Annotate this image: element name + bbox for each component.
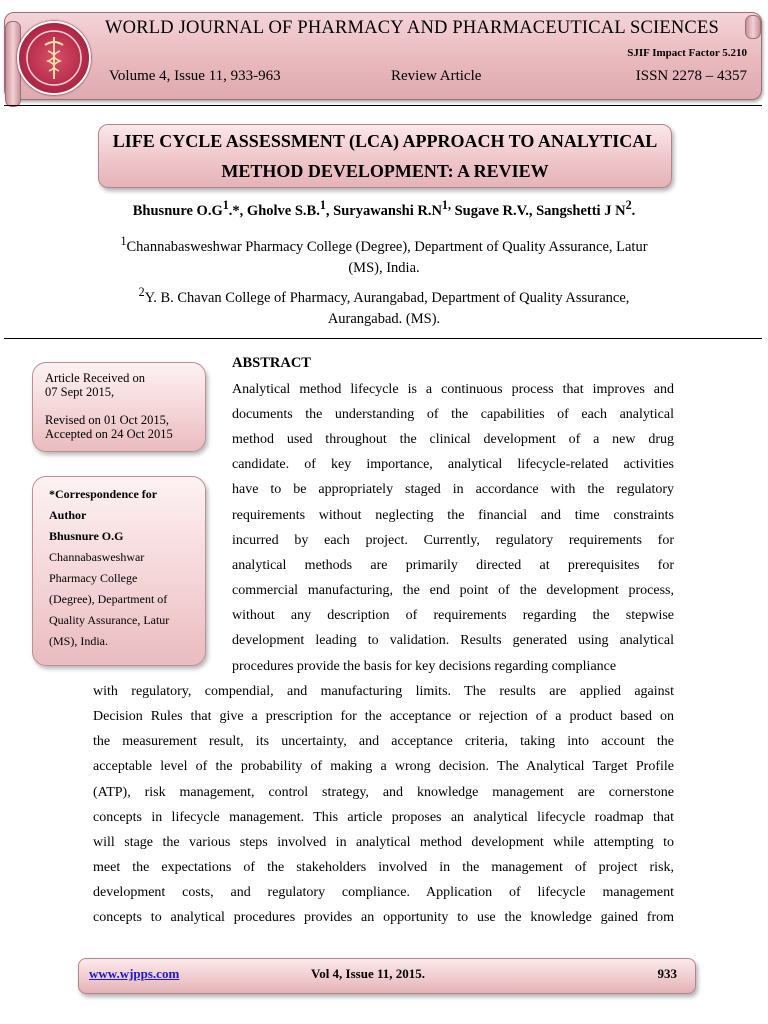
- abstract-line: analytical methods are primarily directed at prerequisites for: [232, 558, 674, 573]
- abstract-line: candidate. of key importance, analytical lifecycle-related activities: [232, 457, 674, 472]
- received-label: Article Received on: [45, 371, 145, 385]
- abstract-line: incurred by each project. Currently, regulatory requirements for: [232, 533, 674, 548]
- abstract-line: Analytical method lifecycle is a continuous process that improves and: [232, 382, 674, 397]
- author-name: Bhusnure O.G: [132, 202, 223, 219]
- abstract-line: procedures provide the basis for key decisions regarding compliance: [232, 659, 617, 674]
- abstract-line: development leading to validation. Results generated using analytical: [232, 633, 674, 648]
- correspondence-line: Pharmacy College: [49, 571, 138, 585]
- article-title-line: LIFE CYCLE ASSESSMENT (LCA) APPROACH TO ANALYTICAL: [112, 131, 658, 151]
- journal-website-link[interactable]: www.wjpps.com: [89, 966, 180, 981]
- accepted-date: Accepted on 24 Oct 2015: [45, 427, 173, 441]
- abstract-line: without any description of requirements regarding the stepwise: [232, 608, 674, 623]
- affiliation: Aurangabad. (MS).: [327, 311, 441, 327]
- journal-logo: [17, 21, 91, 95]
- author-list: Bhusnure $O.G^1.*$, Gholve S.B.$^1$, Suryawanshi $R.N^{1,}$ Sugave R.V., Sangshetti J $N^2$.: [132, 198, 636, 219]
- abstract-line: with regulatory, compendial, and manufacturing limits. The results are applied against: [93, 684, 674, 699]
- abstract-line: acceptable level of the probability of making a wrong decision. The Analytical Target Profile: [93, 759, 674, 774]
- abstract-heading: ABSTRACT: [232, 355, 311, 371]
- journal-title: WORLD JOURNAL OF PHARMACY AND PHARMACEUTICAL SCIENCES: [105, 18, 719, 38]
- abstract-line: (ATP), risk management, control strategy, and knowledge management are cornerstone: [93, 785, 674, 800]
- abstract-line: development costs, and regulatory compliance. Application of lifecycle management: [93, 885, 674, 900]
- correspondence-heading: *Correspondence for: [49, 487, 158, 501]
- article-type: Review Article: [391, 68, 482, 84]
- abstract-line: concepts to analytical procedures provides an opportunity to use the knowledge gained from: [93, 910, 674, 925]
- correspondence-line: (Degree), Department of: [49, 592, 168, 606]
- abstract-line: requirements without neglecting the financial and time constraints: [232, 508, 674, 523]
- article-title-line: METHOD DEVELOPMENT: A REVIEW: [221, 161, 549, 181]
- correspondence-line: Channabasweshwar: [49, 550, 145, 564]
- impact-factor: SJIF Impact Factor 5.210: [627, 47, 747, 59]
- header-divider: [4, 105, 762, 106]
- correspondence-box: [32, 476, 206, 666]
- caduceus-icon: [19, 23, 89, 93]
- abstract-line: have to be appropriately staged in accordance with the regulatory: [232, 482, 674, 497]
- abstract-line: method used throughout the clinical development of a new drug: [232, 432, 674, 447]
- abstract-line: documents the understanding of the capabilities of each analytical: [232, 407, 674, 422]
- correspondence-heading: Author: [49, 508, 87, 522]
- abstract-line: the measurement result, its uncertainty, and acceptance criteria, taking into account the: [93, 734, 674, 749]
- affiliation: (MS), India.: [348, 260, 420, 276]
- abstract-line: Decision Rules that give a prescription for the acceptance or rejection of a product based on: [93, 709, 674, 724]
- affiliation: $^2$Y. B. Chavan College of Pharmacy, Aurangabad, Department of Quality Assurance,: [138, 285, 630, 306]
- correspondence-line: (MS), India.: [49, 634, 108, 648]
- abstract-line: meet the expectations of the stakeholders involved in the management of project risk,: [93, 860, 674, 875]
- page-footer: [78, 958, 696, 994]
- received-date: 07 Sept 2015,: [45, 385, 115, 399]
- abstract-line: concepts in lifecycle management. This article proposes an analytical lifecycle roadmap that: [93, 810, 674, 825]
- author-name: Gholve S.B.: [246, 202, 320, 219]
- abstract-line: commercial manufacturing, the end point of the development process,: [232, 583, 674, 598]
- page-number: 933: [657, 966, 677, 981]
- author-name: Sugave R.V., Sangshetti J N: [454, 202, 626, 219]
- article-title-box: [98, 124, 672, 188]
- abstract-line: will stage the various steps involved in analytical method development while attempting to: [93, 835, 674, 850]
- author-name: Suryawanshi R.N: [333, 202, 442, 219]
- article-dates-box: [32, 362, 206, 452]
- issn: ISSN 2278 – 4357: [635, 68, 747, 84]
- revised-date: Revised on 01 Oct 2015,: [45, 413, 169, 427]
- journal-header-banner: [4, 12, 762, 100]
- correspondence-line: Quality Assurance, Latur: [49, 613, 170, 627]
- affiliation: $^1$Channabasweshwar Pharmacy College (Degree), Department of Quality Assurance, Latur: [120, 234, 648, 255]
- volume-issue: Volume 4, Issue 11, 933-963: [109, 68, 281, 84]
- section-divider: [4, 338, 762, 339]
- correspondence-author: Bhusnure O.G: [49, 529, 124, 543]
- footer-volume: Vol 4, Issue 11, 2015.: [311, 966, 426, 981]
